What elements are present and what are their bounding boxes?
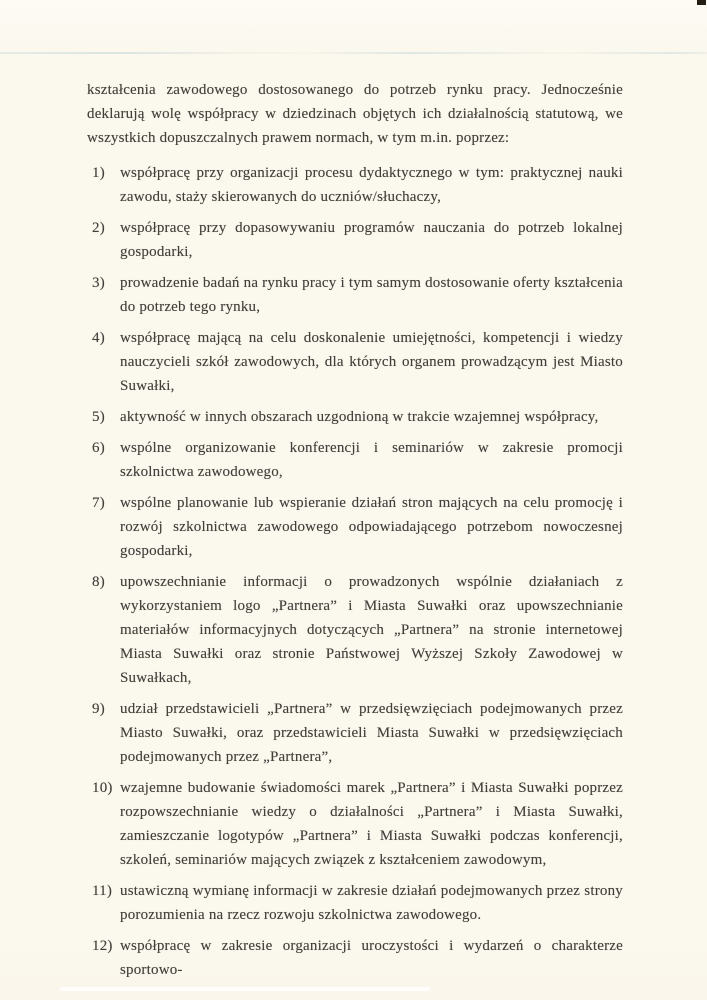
list-item (87, 436, 623, 484)
list-item-text: współpracę mającą na celu doskonalenie umiejętności, kompetencji i wiedzy nauczycieli szkół zawodowych, dla których organem prowadzącym jest Miasto Suwałki, (120, 330, 623, 394)
list-item-number: 9) (92, 701, 105, 717)
list-item (87, 271, 623, 319)
list-item (87, 405, 623, 429)
list-item-number: 10) (92, 780, 113, 796)
list-item-number: 2) (92, 220, 105, 236)
list-item-text: współpracę przy dopasowywaniu programów nauczania do potrzeb lokalnej gospodarki, (120, 220, 623, 260)
list-item (87, 879, 623, 927)
list-item (87, 216, 623, 264)
list-item-text: prowadzenie badań na rynku pracy i tym samym dostosowanie oferty kształcenia do potrzeb tego rynku, (120, 275, 623, 315)
list-item (87, 776, 623, 872)
list-item-number: 11) (92, 883, 113, 899)
list-item-text: aktywność w innych obszarach uzgodnioną w trakcie wzajemnej współpracy, (120, 409, 599, 425)
list-item-number: 4) (92, 330, 105, 346)
list-item-number: 3) (92, 275, 105, 291)
document-body (87, 0, 623, 989)
list-item-number: 7) (92, 495, 105, 511)
list-item-text: wzajemne budowanie świadomości marek „Partnera” i Miasta Suwałki poprzez rozpowszechnianie wiedzy o działalności „Partnera” i Miasta Suwałki, zamieszczanie logotypów „Partnera” i Miasta Suwałki podczas konferencji, szkoleń, seminariów mających związek z kształceniem zawodowym, (120, 780, 623, 868)
list-item-number: 5) (92, 409, 105, 425)
list-item-text: upowszechnianie informacji o prowadzonych wspólnie działaniach z wykorzystaniem logo „Partnera” i Miasta Suwałki oraz upowszechnianie materiałów informacyjnych dotyczących „Partnera” na stronie internetowej Miasta Suwałki oraz stronie Państwowej Wyższej Szkoły Zawodowej w Suwałkach, (120, 574, 623, 686)
intro-paragraph: kształcenia zawodowego dostosowanego do potrzeb rynku pracy. Jednocześnie deklarują wolę współpracy w dziedzinach objętych ich działalnością statutową, we wszystkich dopuszczalnych prawem normach, w tym m.in. poprzez: (87, 82, 623, 146)
list-item (87, 491, 623, 563)
list-item-text: wspólne planowanie lub wspieranie działań stron mających na celu promocję i rozwój szkolnictwa zawodowego odpowiadającego potrzebom nowoczesnej gospodarki, (120, 495, 623, 559)
list-item-text: udział przedstawicieli „Partnera” w przedsięwzięciach podejmowanych przez Miasto Suwałki, oraz przedstawicieli Miasta Suwałki w przedsięwzięciach podejmowanych przez „Partnera”, (120, 701, 623, 765)
list-item-number: 6) (92, 440, 105, 456)
list-item-text: ustawiczną wymianę informacji w zakresie działań podejmowanych przez strony porozumienia na rzecz rozwoju szkolnictwa zawodowego. (120, 883, 623, 923)
list-item-number: 12) (92, 938, 113, 954)
scan-artifact-corner-mark (697, 0, 706, 5)
list-item (87, 934, 623, 982)
numbered-list (87, 161, 623, 982)
list-item (87, 697, 623, 769)
list-item-number: 1) (92, 165, 105, 181)
list-item (87, 326, 623, 398)
list-item (87, 570, 623, 690)
list-item (87, 161, 623, 209)
list-item-text: wspólne organizowanie konferencji i seminariów w zakresie promocji szkolnictwa zawodowego, (120, 440, 623, 480)
list-item-text: współpracę przy organizacji procesu dydaktycznego w tym: praktycznej nauki zawodu, staży skierowanych do uczniów/słuchaczy, (120, 165, 623, 205)
list-item-number: 8) (92, 574, 105, 590)
list-item-text: współpracę w zakresie organizacji uroczystości i wydarzeń o charakterze sportowo- (120, 938, 623, 978)
